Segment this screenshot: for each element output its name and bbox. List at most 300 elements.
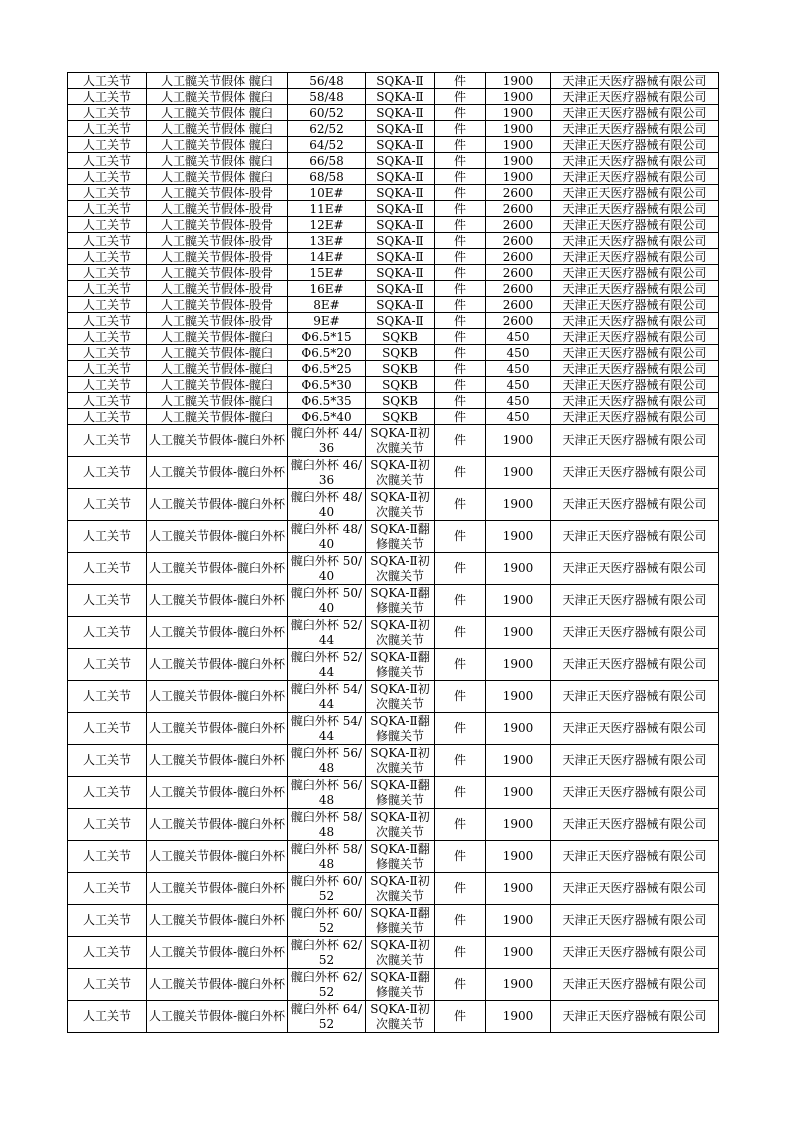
spec-cell: 髋臼外杯 60/52 [288,873,366,905]
spec-cell: 66/58 [288,153,366,169]
unit-cell: 件 [435,137,486,153]
unit-cell: 件 [435,777,486,809]
manufacturer-cell: 天津正天医疗器械有限公司 [551,585,719,617]
manufacturer-cell: 天津正天医疗器械有限公司 [551,105,719,121]
category-cell: 人工关节 [68,361,147,377]
category-cell: 人工关节 [68,249,147,265]
price-cell: 450 [486,409,551,425]
spec-cell: 58/48 [288,89,366,105]
price-cell: 1900 [486,153,551,169]
price-cell: 1900 [486,873,551,905]
product-name-cell: 人工髋关节假体-髋臼外杯 [147,553,288,585]
price-cell: 450 [486,361,551,377]
manufacturer-cell: 天津正天医疗器械有限公司 [551,185,719,201]
product-name-cell: 人工髋关节假体 髋臼 [147,169,288,185]
product-name-cell: 人工髋关节假体-髋臼外杯 [147,617,288,649]
manufacturer-cell: 天津正天医疗器械有限公司 [551,745,719,777]
model-cell: SQKA-Ⅱ初次髋关节 [366,457,435,489]
price-cell: 1900 [486,809,551,841]
product-name-cell: 人工髋关节假体-髋臼外杯 [147,489,288,521]
spec-cell: 髋臼外杯 64/52 [288,1001,366,1033]
table-row [68,1001,719,1033]
price-cell: 2600 [486,201,551,217]
manufacturer-cell: 天津正天医疗器械有限公司 [551,201,719,217]
price-cell: 1900 [486,841,551,873]
category-cell: 人工关节 [68,313,147,329]
table-row [68,105,719,121]
unit-cell: 件 [435,121,486,137]
model-cell: SQKA-Ⅱ [366,201,435,217]
category-cell: 人工关节 [68,745,147,777]
product-name-cell: 人工髋关节假体 髋臼 [147,121,288,137]
spec-cell: 14E# [288,249,366,265]
unit-cell: 件 [435,489,486,521]
manufacturer-cell: 天津正天医疗器械有限公司 [551,425,719,457]
spec-cell: 髋臼外杯 54/44 [288,681,366,713]
price-cell: 1900 [486,745,551,777]
table-row [68,313,719,329]
model-cell: SQKA-Ⅱ初次髋关节 [366,809,435,841]
model-cell: SQKA-Ⅱ [366,297,435,313]
unit-cell: 件 [435,201,486,217]
model-cell: SQKA-Ⅱ [366,281,435,297]
unit-cell: 件 [435,297,486,313]
product-name-cell: 人工髋关节假体 髋臼 [147,105,288,121]
product-name-cell: 人工髋关节假体-股骨 [147,201,288,217]
product-name-cell: 人工髋关节假体-股骨 [147,281,288,297]
product-name-cell: 人工髋关节假体-髋臼外杯 [147,905,288,937]
model-cell: SQKB [366,393,435,409]
category-cell: 人工关节 [68,809,147,841]
price-cell: 1900 [486,681,551,713]
category-cell: 人工关节 [68,457,147,489]
spec-cell: 12E# [288,217,366,233]
category-cell: 人工关节 [68,425,147,457]
manufacturer-cell: 天津正天医疗器械有限公司 [551,345,719,361]
table-row [68,873,719,905]
price-cell: 1900 [486,73,551,89]
unit-cell: 件 [435,153,486,169]
price-cell: 1900 [486,969,551,1001]
table-row [68,73,719,89]
spec-cell: Φ6.5*30 [288,377,366,393]
product-name-cell: 人工髋关节假体-髋臼外杯 [147,457,288,489]
manufacturer-cell: 天津正天医疗器械有限公司 [551,153,719,169]
price-cell: 1900 [486,489,551,521]
price-cell: 1900 [486,121,551,137]
unit-cell: 件 [435,809,486,841]
category-cell: 人工关节 [68,377,147,393]
price-cell: 1900 [486,521,551,553]
category-cell: 人工关节 [68,137,147,153]
unit-cell: 件 [435,425,486,457]
table-row [68,137,719,153]
table-row [68,649,719,681]
price-cell: 1900 [486,649,551,681]
unit-cell: 件 [435,233,486,249]
manufacturer-cell: 天津正天医疗器械有限公司 [551,313,719,329]
table-row [68,713,719,745]
model-cell: SQKA-Ⅱ初次髋关节 [366,617,435,649]
manufacturer-cell: 天津正天医疗器械有限公司 [551,617,719,649]
model-cell: SQKA-Ⅱ [366,105,435,121]
product-name-cell: 人工髋关节假体-髋臼外杯 [147,681,288,713]
product-name-cell: 人工髋关节假体 髋臼 [147,89,288,105]
unit-cell: 件 [435,1001,486,1033]
manufacturer-cell: 天津正天医疗器械有限公司 [551,937,719,969]
manufacturer-cell: 天津正天医疗器械有限公司 [551,169,719,185]
price-cell: 2600 [486,265,551,281]
product-name-cell: 人工髋关节假体-髋臼 [147,409,288,425]
model-cell: SQKB [366,409,435,425]
unit-cell: 件 [435,969,486,1001]
product-name-cell: 人工髋关节假体-髋臼外杯 [147,937,288,969]
spec-cell: 16E# [288,281,366,297]
price-cell: 1900 [486,553,551,585]
manufacturer-cell: 天津正天医疗器械有限公司 [551,873,719,905]
product-name-cell: 人工髋关节假体-髋臼外杯 [147,969,288,1001]
category-cell: 人工关节 [68,185,147,201]
spec-cell: 68/58 [288,169,366,185]
product-name-cell: 人工髋关节假体-髋臼 [147,361,288,377]
model-cell: SQKA-Ⅱ [366,121,435,137]
unit-cell: 件 [435,281,486,297]
table-row [68,153,719,169]
product-name-cell: 人工髋关节假体 髋臼 [147,137,288,153]
spec-cell: 60/52 [288,105,366,121]
spec-cell: 11E# [288,201,366,217]
price-cell: 1900 [486,713,551,745]
unit-cell: 件 [435,521,486,553]
table-row [68,281,719,297]
unit-cell: 件 [435,393,486,409]
spec-cell: 髋臼外杯 44/36 [288,425,366,457]
unit-cell: 件 [435,745,486,777]
price-table [67,72,719,1033]
manufacturer-cell: 天津正天医疗器械有限公司 [551,409,719,425]
price-cell: 1900 [486,777,551,809]
unit-cell: 件 [435,89,486,105]
price-cell: 1900 [486,937,551,969]
table-row [68,585,719,617]
model-cell: SQKA-Ⅱ [366,185,435,201]
unit-cell: 件 [435,409,486,425]
manufacturer-cell: 天津正天医疗器械有限公司 [551,73,719,89]
price-cell: 2600 [486,281,551,297]
manufacturer-cell: 天津正天医疗器械有限公司 [551,377,719,393]
manufacturer-cell: 天津正天医疗器械有限公司 [551,777,719,809]
product-name-cell: 人工髋关节假体-股骨 [147,313,288,329]
price-cell: 2600 [486,313,551,329]
model-cell: SQKB [366,361,435,377]
spec-cell: Φ6.5*35 [288,393,366,409]
model-cell: SQKB [366,329,435,345]
category-cell: 人工关节 [68,649,147,681]
table-row [68,489,719,521]
unit-cell: 件 [435,217,486,233]
category-cell: 人工关节 [68,297,147,313]
table-row [68,329,719,345]
price-cell: 1900 [486,457,551,489]
table-row [68,905,719,937]
category-cell: 人工关节 [68,681,147,713]
manufacturer-cell: 天津正天医疗器械有限公司 [551,233,719,249]
table-row [68,185,719,201]
unit-cell: 件 [435,345,486,361]
manufacturer-cell: 天津正天医疗器械有限公司 [551,457,719,489]
table-row [68,521,719,553]
model-cell: SQKA-Ⅱ翻修髋关节 [366,777,435,809]
category-cell: 人工关节 [68,265,147,281]
spec-cell: Φ6.5*15 [288,329,366,345]
unit-cell: 件 [435,169,486,185]
category-cell: 人工关节 [68,121,147,137]
product-name-cell: 人工髋关节假体-髋臼外杯 [147,873,288,905]
category-cell: 人工关节 [68,345,147,361]
spec-cell: Φ6.5*20 [288,345,366,361]
unit-cell: 件 [435,313,486,329]
category-cell: 人工关节 [68,281,147,297]
unit-cell: 件 [435,841,486,873]
category-cell: 人工关节 [68,617,147,649]
manufacturer-cell: 天津正天医疗器械有限公司 [551,905,719,937]
model-cell: SQKA-Ⅱ [366,313,435,329]
model-cell: SQKA-Ⅱ [366,265,435,281]
table-row [68,969,719,1001]
product-name-cell: 人工髋关节假体-髋臼外杯 [147,585,288,617]
price-cell: 1900 [486,105,551,121]
price-cell: 450 [486,377,551,393]
table-row [68,249,719,265]
product-name-cell: 人工髋关节假体-髋臼 [147,377,288,393]
model-cell: SQKA-Ⅱ [366,153,435,169]
product-name-cell: 人工髋关节假体-髋臼外杯 [147,809,288,841]
manufacturer-cell: 天津正天医疗器械有限公司 [551,217,719,233]
category-cell: 人工关节 [68,233,147,249]
manufacturer-cell: 天津正天医疗器械有限公司 [551,969,719,1001]
category-cell: 人工关节 [68,329,147,345]
model-cell: SQKA-Ⅱ翻修髋关节 [366,841,435,873]
category-cell: 人工关节 [68,89,147,105]
model-cell: SQKA-Ⅱ [366,89,435,105]
spec-cell: 64/52 [288,137,366,153]
product-name-cell: 人工髋关节假体-股骨 [147,217,288,233]
product-name-cell: 人工髋关节假体-髋臼 [147,329,288,345]
price-cell: 450 [486,329,551,345]
table-row [68,297,719,313]
category-cell: 人工关节 [68,169,147,185]
category-cell: 人工关节 [68,777,147,809]
unit-cell: 件 [435,585,486,617]
product-name-cell: 人工髋关节假体-髋臼外杯 [147,713,288,745]
category-cell: 人工关节 [68,553,147,585]
spec-cell: 髋臼外杯 50/40 [288,585,366,617]
manufacturer-cell: 天津正天医疗器械有限公司 [551,361,719,377]
manufacturer-cell: 天津正天医疗器械有限公司 [551,521,719,553]
spec-cell: 髋臼外杯 62/52 [288,937,366,969]
category-cell: 人工关节 [68,217,147,233]
category-cell: 人工关节 [68,969,147,1001]
spec-cell: 髋臼外杯 48/40 [288,521,366,553]
model-cell: SQKA-Ⅱ [366,249,435,265]
product-name-cell: 人工髋关节假体-髋臼外杯 [147,745,288,777]
unit-cell: 件 [435,329,486,345]
spec-cell: 13E# [288,233,366,249]
table-row [68,745,719,777]
unit-cell: 件 [435,649,486,681]
manufacturer-cell: 天津正天医疗器械有限公司 [551,713,719,745]
table-row [68,409,719,425]
spec-cell: 髋臼外杯 52/44 [288,617,366,649]
table-row [68,217,719,233]
manufacturer-cell: 天津正天医疗器械有限公司 [551,489,719,521]
category-cell: 人工关节 [68,105,147,121]
spec-cell: 髋臼外杯 56/48 [288,745,366,777]
product-name-cell: 人工髋关节假体-髋臼外杯 [147,521,288,553]
model-cell: SQKA-Ⅱ翻修髋关节 [366,649,435,681]
category-cell: 人工关节 [68,153,147,169]
spec-cell: 髋臼外杯 50/40 [288,553,366,585]
spec-cell: 髋臼外杯 60/52 [288,905,366,937]
manufacturer-cell: 天津正天医疗器械有限公司 [551,809,719,841]
price-cell: 1900 [486,617,551,649]
manufacturer-cell: 天津正天医疗器械有限公司 [551,137,719,153]
unit-cell: 件 [435,105,486,121]
table-row [68,681,719,713]
spec-cell: Φ6.5*25 [288,361,366,377]
product-name-cell: 人工髋关节假体-髋臼外杯 [147,425,288,457]
model-cell: SQKA-Ⅱ初次髋关节 [366,489,435,521]
table-row [68,121,719,137]
table-row [68,617,719,649]
price-cell: 2600 [486,185,551,201]
category-cell: 人工关节 [68,585,147,617]
product-name-cell: 人工髋关节假体-髋臼外杯 [147,841,288,873]
unit-cell: 件 [435,249,486,265]
price-cell: 1900 [486,137,551,153]
manufacturer-cell: 天津正天医疗器械有限公司 [551,297,719,313]
manufacturer-cell: 天津正天医疗器械有限公司 [551,89,719,105]
unit-cell: 件 [435,617,486,649]
spec-cell: 15E# [288,265,366,281]
model-cell: SQKA-Ⅱ翻修髋关节 [366,585,435,617]
product-name-cell: 人工髋关节假体-髋臼外杯 [147,1001,288,1033]
price-cell: 1900 [486,905,551,937]
table-row [68,169,719,185]
unit-cell: 件 [435,265,486,281]
spec-cell: 髋臼外杯 46/36 [288,457,366,489]
manufacturer-cell: 天津正天医疗器械有限公司 [551,1001,719,1033]
manufacturer-cell: 天津正天医疗器械有限公司 [551,649,719,681]
product-name-cell: 人工髋关节假体-髋臼外杯 [147,777,288,809]
table-row [68,265,719,281]
table-row [68,425,719,457]
table-row [68,553,719,585]
model-cell: SQKA-Ⅱ [366,73,435,89]
unit-cell: 件 [435,873,486,905]
spec-cell: 9E# [288,313,366,329]
table-row [68,457,719,489]
price-cell: 450 [486,393,551,409]
price-table-body [68,73,719,1033]
unit-cell: 件 [435,905,486,937]
category-cell: 人工关节 [68,393,147,409]
product-name-cell: 人工髋关节假体-髋臼 [147,393,288,409]
manufacturer-cell: 天津正天医疗器械有限公司 [551,121,719,137]
spec-cell: 56/48 [288,73,366,89]
unit-cell: 件 [435,713,486,745]
category-cell: 人工关节 [68,1001,147,1033]
spec-cell: 髋臼外杯 58/48 [288,809,366,841]
category-cell: 人工关节 [68,841,147,873]
model-cell: SQKA-Ⅱ [366,233,435,249]
product-name-cell: 人工髋关节假体 髋臼 [147,73,288,89]
category-cell: 人工关节 [68,73,147,89]
spec-cell: 62/52 [288,121,366,137]
category-cell: 人工关节 [68,713,147,745]
price-cell: 1900 [486,425,551,457]
unit-cell: 件 [435,361,486,377]
category-cell: 人工关节 [68,873,147,905]
model-cell: SQKA-Ⅱ初次髋关节 [366,1001,435,1033]
unit-cell: 件 [435,73,486,89]
product-name-cell: 人工髋关节假体-股骨 [147,265,288,281]
unit-cell: 件 [435,553,486,585]
table-row [68,937,719,969]
price-cell: 1900 [486,89,551,105]
model-cell: SQKA-Ⅱ初次髋关节 [366,937,435,969]
unit-cell: 件 [435,185,486,201]
spec-cell: 髋臼外杯 58/48 [288,841,366,873]
product-name-cell: 人工髋关节假体-股骨 [147,185,288,201]
table-row [68,777,719,809]
model-cell: SQKA-Ⅱ初次髋关节 [366,425,435,457]
manufacturer-cell: 天津正天医疗器械有限公司 [551,281,719,297]
model-cell: SQKA-Ⅱ初次髋关节 [366,873,435,905]
product-name-cell: 人工髋关节假体-股骨 [147,249,288,265]
product-name-cell: 人工髋关节假体-股骨 [147,297,288,313]
table-row [68,377,719,393]
model-cell: SQKA-Ⅱ [366,217,435,233]
manufacturer-cell: 天津正天医疗器械有限公司 [551,553,719,585]
model-cell: SQKA-Ⅱ翻修髋关节 [366,713,435,745]
category-cell: 人工关节 [68,937,147,969]
manufacturer-cell: 天津正天医疗器械有限公司 [551,329,719,345]
category-cell: 人工关节 [68,409,147,425]
price-cell: 450 [486,345,551,361]
price-cell: 1900 [486,585,551,617]
category-cell: 人工关节 [68,489,147,521]
table-row [68,841,719,873]
product-name-cell: 人工髋关节假体-髋臼外杯 [147,649,288,681]
unit-cell: 件 [435,937,486,969]
spec-cell: 髋臼外杯 54/44 [288,713,366,745]
unit-cell: 件 [435,457,486,489]
table-row [68,201,719,217]
spec-cell: 髋臼外杯 52/44 [288,649,366,681]
unit-cell: 件 [435,377,486,393]
category-cell: 人工关节 [68,521,147,553]
spec-cell: 髋臼外杯 56/48 [288,777,366,809]
model-cell: SQKA-Ⅱ初次髋关节 [366,681,435,713]
category-cell: 人工关节 [68,201,147,217]
product-name-cell: 人工髋关节假体 髋臼 [147,153,288,169]
model-cell: SQKA-Ⅱ翻修髋关节 [366,969,435,1001]
model-cell: SQKB [366,345,435,361]
spec-cell: Φ6.5*40 [288,409,366,425]
model-cell: SQKA-Ⅱ [366,137,435,153]
product-name-cell: 人工髋关节假体-髋臼 [147,345,288,361]
